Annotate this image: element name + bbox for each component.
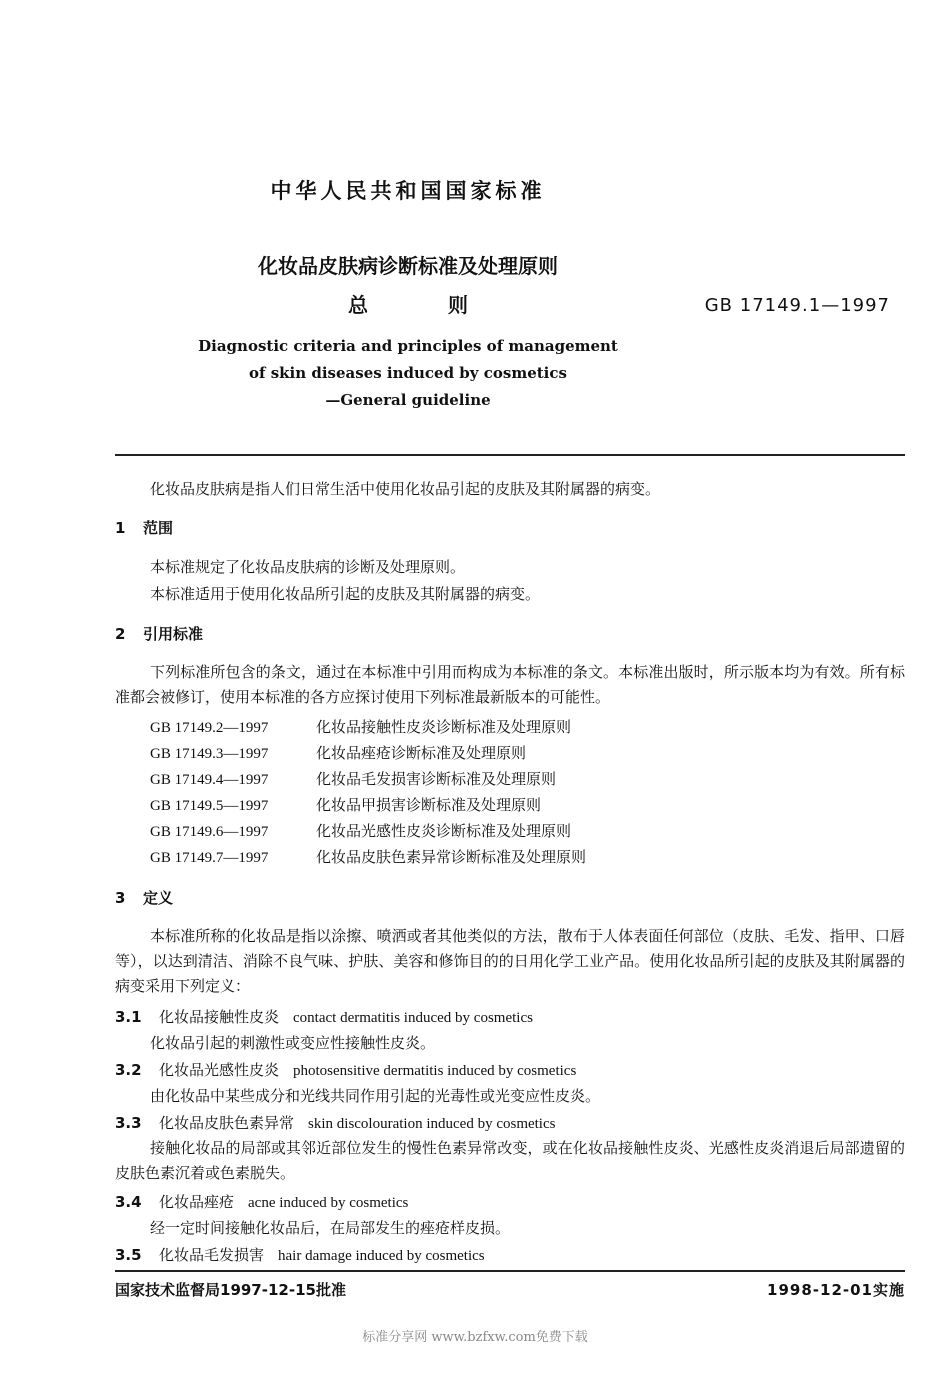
section-3-paragraph: 本标准所称的化妆品是指以涂擦、喷洒或者其他类似的方法，散布于人体表面任何部位（皮肤、毛发、指甲、口唇等），以达到清洁、消除不良气味、护肤、美容和修饰目的的日用化学工业产品。使用化妆品所引起的皮肤及其附属器的病变采用下列定义： bbox=[115, 927, 905, 995]
definition-desc: 接触化妆品的局部或其邻近部位发生的慢性色素异常改变，或在化妆品接触性皮炎、光感性皮炎消退后局部遗留的皮肤色素沉着或色素脱失。 bbox=[115, 1139, 905, 1182]
reference-item bbox=[150, 794, 541, 815]
section-3-heading bbox=[115, 887, 173, 908]
watermark: 标准分享网 www.bzfxw.com免费下载 bbox=[362, 1330, 588, 1345]
reference-item bbox=[150, 742, 526, 763]
definition-item bbox=[115, 1244, 485, 1265]
reference-name: 化妆品光感性皮炎诊断标准及处理原则 bbox=[316, 822, 572, 840]
reference-name: 化妆品毛发损害诊断标准及处理原则 bbox=[316, 770, 557, 788]
definition-desc: 经一定时间接触化妆品后，在局部发生的痤疮样皮损。 bbox=[150, 1219, 511, 1237]
header-divider bbox=[115, 454, 905, 456]
effective-date: 1998-12-01实施 bbox=[767, 1281, 905, 1299]
reference-item bbox=[150, 846, 586, 867]
definition-term: 化妆品皮肤色素异常 bbox=[159, 1114, 295, 1132]
definition-term-en: hair damage induced by cosmetics bbox=[278, 1248, 485, 1264]
section-1-line-1: 本标准规定了化妆品皮肤病的诊断及处理原则。 bbox=[150, 558, 466, 576]
reference-name: 化妆品甲损害诊断标准及处理原则 bbox=[316, 796, 542, 814]
section-2-paragraph: 下列标准所包含的条文，通过在本标准中引用而构成为本标准的条文。本标准出版时，所示版本均为有效。所有标准都会被修订，使用本标准的各方应探讨使用下列标准最新版本的可能性。 bbox=[115, 663, 905, 706]
definition-item bbox=[115, 1112, 555, 1133]
definition-term: 化妆品痤疮 bbox=[159, 1193, 235, 1211]
definition-item bbox=[115, 1059, 576, 1080]
subtitle-cn: 总 则 bbox=[348, 293, 468, 317]
title-cn: 化妆品皮肤病诊断标准及处理原则 bbox=[258, 254, 558, 278]
section-2-heading bbox=[115, 623, 203, 644]
definition-term: 化妆品接触性皮炎 bbox=[159, 1008, 280, 1026]
reference-item bbox=[150, 768, 556, 789]
definition-desc: 化妆品引起的刺激性或变应性接触性皮炎。 bbox=[150, 1034, 436, 1052]
reference-item bbox=[150, 820, 571, 841]
section-1-line-2: 本标准适用于使用化妆品所引起的皮肤及其附属器的病变。 bbox=[150, 585, 541, 603]
reference-code: GB 17149.3—1997 bbox=[150, 746, 269, 762]
definition-term-en: photosensitive dermatitis induced by cosmetics bbox=[293, 1063, 577, 1079]
definition-term: 化妆品光感性皮炎 bbox=[159, 1061, 280, 1079]
definition-term-en: skin discolouration induced by cosmetics bbox=[308, 1116, 556, 1132]
section-1-heading bbox=[115, 517, 173, 538]
definition-item bbox=[115, 1006, 533, 1027]
reference-code: GB 17149.4—1997 bbox=[150, 772, 269, 788]
definition-number: 3.2 bbox=[115, 1061, 142, 1079]
standard-code: GB 17149.1—1997 bbox=[704, 295, 890, 316]
intro-text: 化妆品皮肤病是指人们日常生活中使用化妆品引起的皮肤及其附属器的病变。 bbox=[150, 480, 661, 498]
reference-name: 化妆品接触性皮炎诊断标准及处理原则 bbox=[316, 718, 572, 736]
title-en-line-1: Diagnostic criteria and principles of management bbox=[198, 337, 618, 355]
reference-code: GB 17149.5—1997 bbox=[150, 798, 269, 814]
reference-code: GB 17149.2—1997 bbox=[150, 720, 269, 736]
definition-number: 3.1 bbox=[115, 1008, 142, 1026]
title-en-line-3: —General guideline bbox=[325, 391, 491, 409]
definition-term-en: contact dermatitis induced by cosmetics bbox=[293, 1010, 533, 1026]
reference-name: 化妆品痤疮诊断标准及处理原则 bbox=[316, 744, 527, 762]
reference-item bbox=[150, 716, 571, 737]
section-number: 1 bbox=[115, 519, 126, 537]
approval-info: 国家技术监督局1997-12-15批准 bbox=[115, 1281, 346, 1299]
reference-code: GB 17149.6—1997 bbox=[150, 824, 269, 840]
definition-number: 3.3 bbox=[115, 1114, 142, 1132]
definition-item bbox=[115, 1191, 408, 1212]
section-title: 范围 bbox=[143, 519, 174, 537]
title-en-line-2: of skin diseases induced by cosmetics bbox=[249, 364, 567, 382]
section-number: 3 bbox=[115, 889, 126, 907]
reference-name: 化妆品皮肤色素异常诊断标准及处理原则 bbox=[316, 848, 587, 866]
definition-number: 3.4 bbox=[115, 1193, 142, 1211]
section-title: 引用标准 bbox=[143, 625, 204, 643]
footer-divider bbox=[115, 1270, 905, 1272]
definition-desc: 由化妆品中某些成分和光线共同作用引起的光毒性或光变应性皮炎。 bbox=[150, 1087, 601, 1105]
definition-number: 3.5 bbox=[115, 1246, 142, 1264]
reference-code: GB 17149.7—1997 bbox=[150, 850, 269, 866]
section-number: 2 bbox=[115, 625, 126, 643]
section-title: 定义 bbox=[143, 889, 174, 907]
definition-term-en: acne induced by cosmetics bbox=[248, 1195, 409, 1211]
definition-term: 化妆品毛发损害 bbox=[159, 1246, 265, 1264]
national-standard-heading: 中华人民共和国国家标准 bbox=[270, 179, 546, 203]
